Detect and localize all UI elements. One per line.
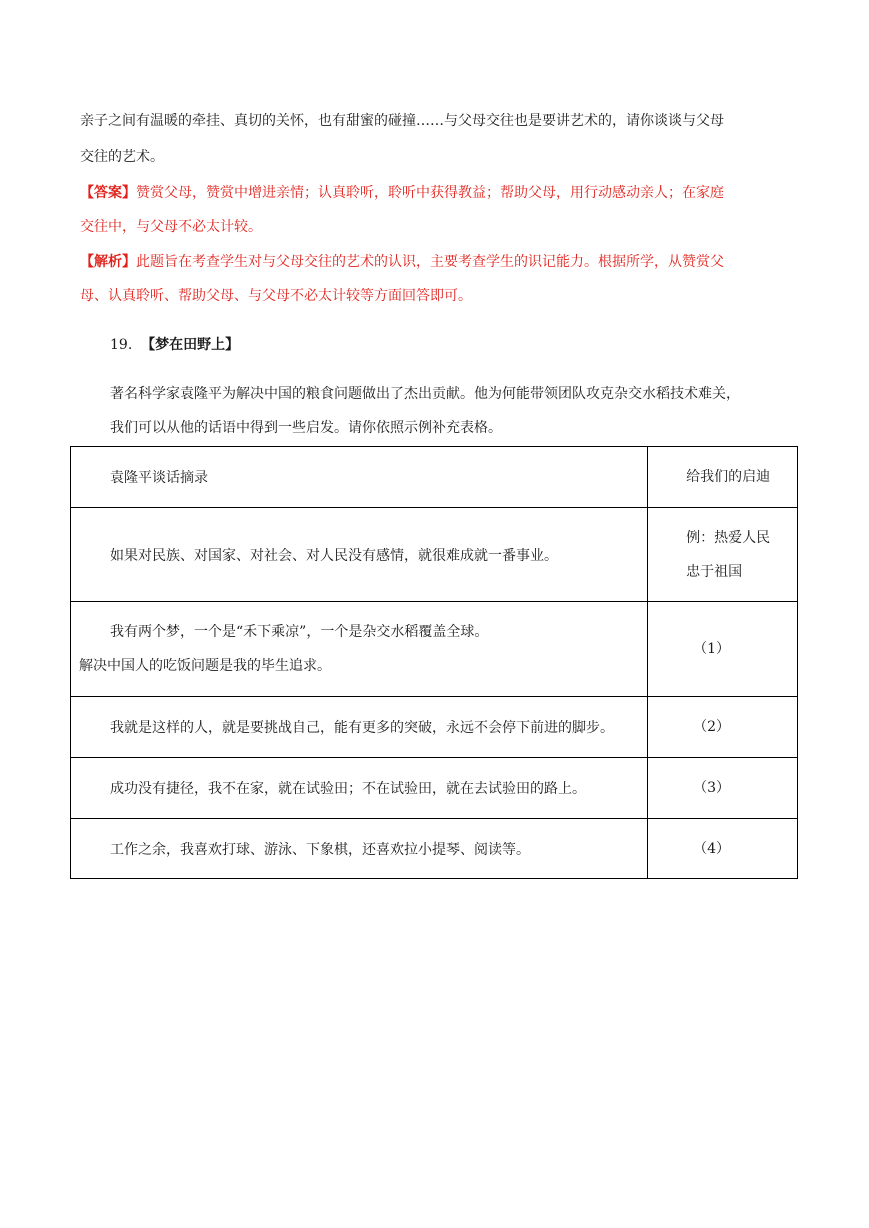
- quote-table: [70, 446, 798, 879]
- answer-text-1: 赞赏父母，赞赏中增进亲情；认真聆听，聆听中获得教益；帮助父母，用行动感动亲人；在家庭: [136, 185, 724, 201]
- table-row: [71, 819, 798, 879]
- question-title: 【梦在田野上】: [141, 337, 240, 353]
- analysis-text-1: 此题旨在考查学生对与父母交往的艺术的认识，主要考查学生的识记能力。根据所学，从赞赏父: [136, 254, 724, 270]
- insight-cell: （2）: [648, 697, 798, 758]
- quote-line-2: 解决中国人的吃饭问题是我的毕生追求。: [79, 658, 331, 674]
- quote-cell: 如果对民族、对国家、对社会、对人民没有感情，就很难成就一番事业。: [71, 508, 648, 602]
- insight-cell: （1）: [648, 602, 798, 697]
- answer-line-1: [80, 183, 724, 203]
- table-row: [71, 602, 798, 697]
- question-19-heading: [110, 335, 239, 355]
- insight-cell: （3）: [648, 758, 798, 819]
- insight-line-2: 忠于祖国: [686, 563, 743, 580]
- quote-line-1: 我有两个梦，一个是“禾下乘凉”，一个是杂交水稻覆盖全球。: [110, 624, 489, 640]
- question-line-2: 交往的艺术。: [80, 149, 164, 165]
- question-number: 19.: [110, 337, 133, 353]
- insight-cell: [648, 508, 798, 602]
- q19-intro-line-1: 著名科学家袁隆平为解决中国的粮食问题做出了杰出贡献。他为何能带领团队攻克杂交水稻技术难关，: [110, 386, 740, 402]
- analysis-line-2: 母、认真聆听、帮助父母、与父母不必太计较等方面回答即可。: [80, 288, 472, 304]
- analysis-line-1: [80, 252, 724, 272]
- header-col-insight: 给我们的启迪: [648, 447, 798, 508]
- table-row: [71, 508, 798, 602]
- quote-cell: 工作之余，我喜欢打球、游泳、下象棋，还喜欢拉小提琴、阅读等。: [71, 819, 648, 879]
- quote-cell: 成功没有捷径，我不在家，就在试验田；不在试验田，就在去试验田的路上。: [71, 758, 648, 819]
- table-row: [71, 697, 798, 758]
- insight-line-1: 例：热爱人民: [686, 529, 771, 546]
- table-row: [71, 758, 798, 819]
- q19-intro-line-2: 我们可以从他的话语中得到一些启发。请你依照示例补充表格。: [110, 420, 502, 436]
- analysis-tag: 【解析】: [80, 254, 136, 270]
- header-col-quote: 袁隆平谈话摘录: [71, 447, 648, 508]
- question-line-1: 亲子之间有温暖的牵挂、真切的关怀，也有甜蜜的碰撞……与父母交往也是要讲艺术的，请你谈谈与父母: [80, 113, 724, 129]
- quote-cell: 我就是这样的人，就是要挑战自己，能有更多的突破，永远不会停下前进的脚步。: [71, 697, 648, 758]
- insight-cell: （4）: [648, 819, 798, 879]
- answer-line-2: 交往中，与父母不必太计较。: [80, 219, 262, 235]
- quote-cell: [71, 602, 648, 697]
- answer-tag: 【答案】: [80, 185, 136, 201]
- table-header-row: [71, 447, 798, 508]
